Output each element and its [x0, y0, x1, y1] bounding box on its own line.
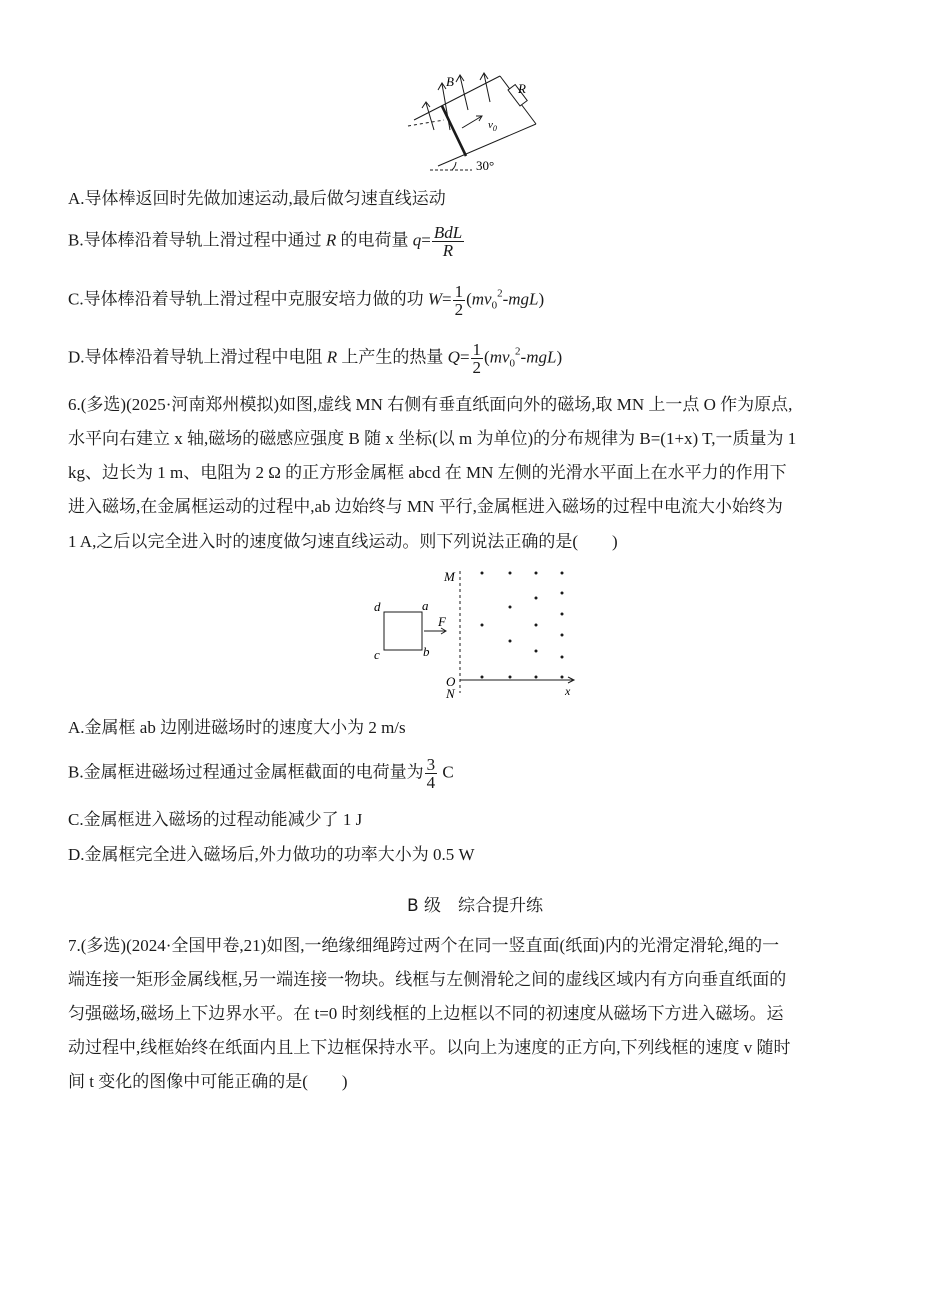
q7-stem-line-2: 端连接一矩形金属线框,另一端连接一物块。线框与左侧滑轮之间的虚线区域内有方向垂直纸面的: [68, 970, 787, 989]
q6-option-b: B.金属框进磁场过程通过金属框截面的电荷量为 $\frac{3}{4}$ C: [68, 755, 454, 792]
label-n: N: [446, 686, 455, 700]
section-heading: B 级 综合提升练: [406, 896, 544, 916]
q7-stem-line-3: 匀强磁场,磁场上下边界水平。在 t=0 时刻线框的上边框以不同的初速度从磁场下方进入磁场。运: [68, 1004, 784, 1023]
label-v0: $v_0$: [488, 119, 497, 133]
conductor-bar: [442, 106, 466, 156]
label-o: O: [446, 674, 456, 689]
fraction-three-quarters: $\frac{3}{4}$: [426, 755, 436, 792]
field-dots: [481, 572, 564, 679]
q6-stem-line-1: 6.(多选)(2025·河南郑州模拟)如图,虚线 MN 右侧有垂直纸面向外的磁场,取 MN 上一点 O 作为原点,: [68, 395, 793, 414]
label-angle: 30°: [476, 158, 495, 173]
label-a: a: [422, 598, 429, 613]
q7-stem-line-4: 动过程中,线框始终在纸面内且上下边框保持水平。以向上为速度的正方向,下列线框的速度 v 随时: [68, 1038, 791, 1057]
q6-stem-line-3: kg、边长为 1 m、电阻为 2 Ω 的正方形金属框 abcd 在 MN 左侧的光滑水平面上在水平力的作用下: [68, 463, 787, 482]
q6-option-c: C.金属框进入磁场的过程动能减少了 1 J: [68, 810, 363, 829]
label-d: d: [374, 599, 381, 614]
q6-figure: [368, 565, 583, 700]
q6-option-d: D.金属框完全进入磁场后,外力做功的功率大小为 0.5 W: [68, 845, 475, 864]
fraction-half: $\frac{1}{2}$: [472, 340, 482, 377]
label-m: M: [444, 569, 455, 584]
label-x: x: [565, 684, 571, 698]
fraction-half: $\frac{1}{2}$: [454, 282, 464, 319]
q6-option-a: A.金属框 ab 边刚进磁场时的速度大小为 2 m/s: [68, 718, 406, 737]
metal-frame: [384, 612, 422, 650]
q6-stem-line-5: 1 A,之后以完全进入时的速度做匀速直线运动。则下列说法正确的是( ): [68, 532, 618, 551]
q6-stem-line-4: 进入磁场,在金属框运动的过程中,ab 边始终与 MN 平行,金属框进入磁场的过程中电流大小始终为: [68, 497, 783, 516]
q5-option-a: A.导体棒返回时先做加速运动,最后做匀速直线运动: [68, 189, 446, 208]
label-b: b: [423, 644, 430, 659]
q5-option-c: C.导体棒沿着导轨上滑过程中克服安培力做的功 W= $\frac{1}{2}$ $(mv_0^2-mgL)$: [68, 282, 545, 319]
label-c: c: [374, 647, 380, 662]
label-r: R: [518, 81, 526, 96]
label-b: B: [446, 74, 454, 89]
q5-option-d: D.导体棒沿着导轨上滑过程中电阻 R 上产生的热量 Q= $\frac{1}{2}$ $(mv_0^2-mgL)$: [68, 340, 563, 377]
rail-upper: [414, 76, 500, 120]
q7-stem-line-5: 间 t 变化的图像中可能正确的是( ): [68, 1072, 348, 1091]
q6-stem-line-2: 水平向右建立 x 轴,磁场的磁感应强度 B 随 x 坐标(以 m 为单位)的分布规律为 B=(1+x) T,一质量为 1: [68, 429, 797, 448]
fraction-bdl-r: $\frac{\text{BdL}}{R}$: [433, 223, 463, 260]
q5-figure: [400, 68, 550, 176]
q5-option-b: B.导体棒沿着导轨上滑过程中通过 R 的电荷量 q= $\frac{\text{BdL}}{R}$: [68, 223, 463, 260]
label-f: F: [438, 614, 446, 629]
q7-stem-line-1: 7.(多选)(2024·全国甲卷,21)如图,一绝缘细绳跨过两个在同一竖直面(纸面)内的光滑定滑轮,绳的一: [68, 936, 780, 955]
